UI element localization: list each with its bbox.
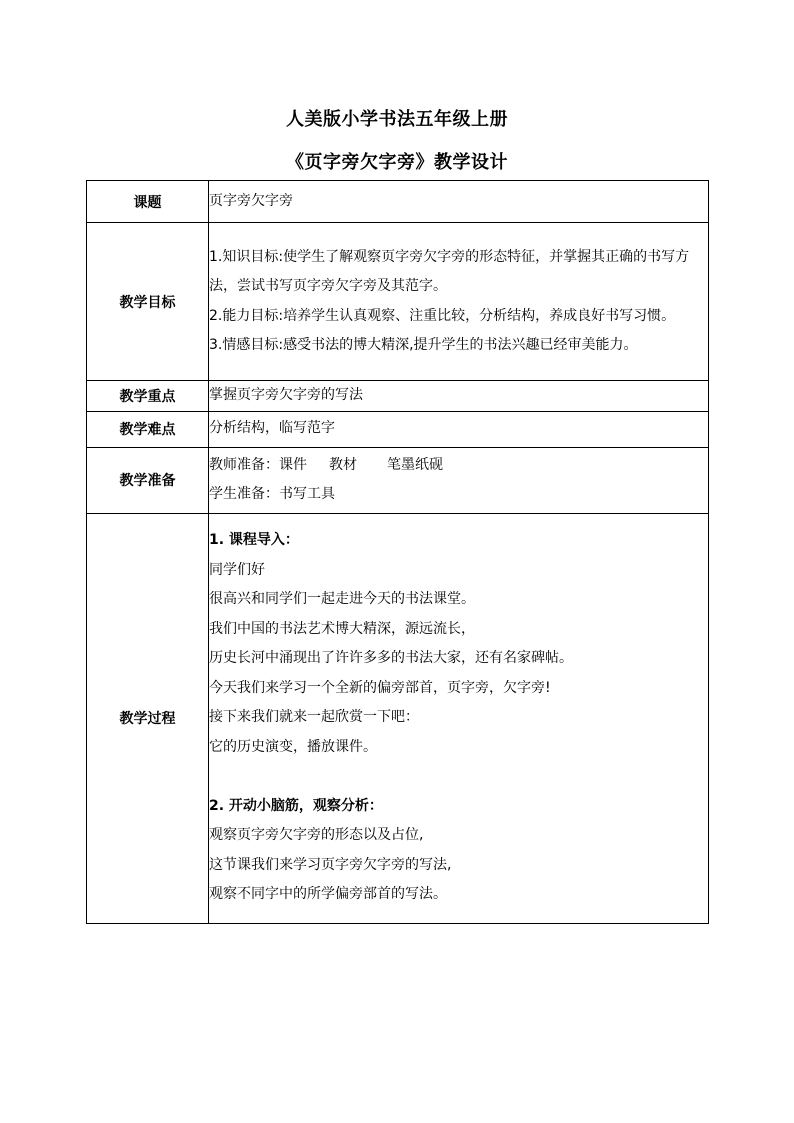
preparation-content (209, 447, 709, 513)
objectives-label: 教学目标 (87, 223, 209, 381)
preparation-label: 教学准备 (87, 447, 209, 513)
objectives-content (209, 223, 709, 381)
section2-title: 2. 开动小脑筋，观察分析： (209, 797, 383, 814)
section1-line: 它的历史演变，播放课件。 (209, 738, 377, 755)
objectives-row (87, 223, 709, 381)
key-points-value (209, 381, 709, 412)
key-points-text: 掌握页字旁欠字旁的写法 (209, 387, 363, 403)
section1-line: 今天我们来学习一个全新的偏旁部首，页字旁，欠字旁! (209, 679, 551, 696)
document-subtitle: 《页字旁欠字旁》教学设计 (286, 152, 508, 173)
key-points-label: 教学重点 (87, 381, 209, 412)
section1-line: 接下来我们就来一起欣赏一下吧： (209, 709, 419, 726)
process-content (209, 513, 709, 923)
blank-line (209, 762, 708, 792)
objective-emotion: 3.情感目标:感受书法的博大精深,提升学生的书法兴趣已经审美能力。 (209, 337, 638, 353)
objective-knowledge: 1.知识目标:使学生了解观察页字旁欠字旁的形态特征，并掌握其正确的书写方法，尝试书写页字旁欠字旁及其范字。 (209, 248, 690, 294)
section1-line: 很高兴和同学们一起走进今天的书法课堂。 (209, 591, 475, 608)
lesson-plan-table (86, 180, 709, 924)
section2-line: 观察不同字中的所学偏旁部首的写法。 (209, 886, 447, 903)
key-points-row (87, 381, 709, 412)
section1-title: 1. 课程导入： (209, 532, 299, 549)
process-row (87, 513, 709, 923)
student-preparation: 学生准备：书写工具 (209, 486, 335, 502)
difficulties-text: 分析结构，临写范字 (209, 420, 335, 437)
teacher-prep-text: 教师准备：课件 (209, 456, 307, 473)
topic-value (209, 181, 709, 223)
difficulties-label: 教学难点 (87, 411, 209, 447)
preparation-row (87, 447, 709, 513)
topic-text: 页字旁欠字旁 (209, 192, 293, 209)
topic-row (87, 181, 709, 223)
section2-line: 这节课我们来学习页字旁欠字旁的写法, (209, 856, 452, 873)
topic-label: 课题 (87, 181, 209, 223)
teacher-prep-item3: 笔墨纸砚 (387, 456, 443, 473)
difficulties-row (87, 411, 709, 447)
document-title: 人美版小学书法五年级上册 (286, 109, 508, 130)
objective-ability: 2.能力目标:培养学生认真观察、注重比较，分析结构，养成良好书写习惯。 (209, 307, 676, 324)
teacher-prep-item2: 教材 (329, 456, 357, 473)
section1-line: 历史长河中涌现出了许许多多的书法大家，还有名家碑帖。 (209, 650, 573, 667)
section1-line: 我们中国的书法艺术博大精深，源远流长， (209, 620, 475, 637)
section2-line: 观察页字旁欠字旁的形态以及占位, (209, 827, 424, 844)
process-label: 教学过程 (87, 513, 209, 923)
section1-line: 同学们好 (209, 561, 265, 578)
difficulties-value (209, 411, 709, 447)
teacher-preparation (209, 451, 708, 481)
